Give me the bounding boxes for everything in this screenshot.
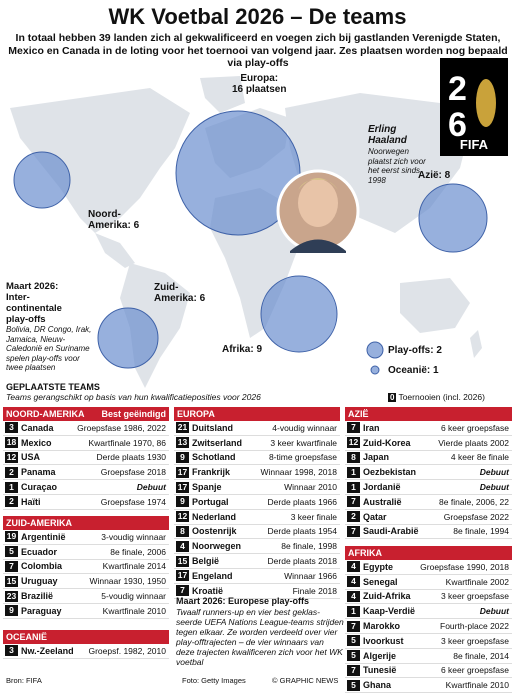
team-row xyxy=(174,510,340,525)
team-name: Ivoorkust xyxy=(363,635,404,646)
team-row xyxy=(3,436,169,451)
best-result: Derde plaats 2018 xyxy=(267,556,337,567)
section-heading: GEPLAATSTE TEAMS xyxy=(6,382,100,392)
africa-label: Afrika: 9 xyxy=(222,344,263,355)
best-result: Fourth-place 2022 xyxy=(440,621,509,632)
section-subheading: Teams gerangschikt op basis van hun kwalificatieposities voor 2026 xyxy=(6,392,261,402)
tournament-count-badge: 1 xyxy=(347,467,360,478)
tournament-count-badge: 12 xyxy=(177,511,188,522)
team-name: Saudi-Arabië xyxy=(363,526,419,537)
fifa-logo xyxy=(440,58,508,156)
best-result: Finale 2018 xyxy=(292,585,337,596)
team-row xyxy=(345,495,512,510)
tournament-count-badge: 5 xyxy=(347,635,360,646)
europe-table xyxy=(174,407,340,599)
photo-credit: Foto: Getty Images xyxy=(182,676,246,685)
tournament-count-badge: 4 xyxy=(347,576,360,587)
svg-text:6: 6 xyxy=(448,106,467,138)
best-result: Kwartfinale 1970, 86 xyxy=(88,437,166,448)
asia-table xyxy=(345,407,512,539)
playoffs-legend-bubble xyxy=(367,342,383,358)
team-row xyxy=(3,421,169,436)
team-row xyxy=(3,480,169,495)
tournament-count-badge: 1 xyxy=(5,482,18,493)
africa-bubble xyxy=(261,276,337,352)
tournament-count-badge: 8 xyxy=(347,452,360,463)
best-result: 3 keer kwartfinale xyxy=(270,437,337,448)
tournament-count-badge: 1 xyxy=(347,606,360,617)
best-result: 8e finale, 2006 xyxy=(110,546,166,557)
tournament-legend-badge: 0 xyxy=(390,393,395,402)
tournament-count-badge: 5 xyxy=(347,650,360,661)
intercontinental-playoff-text: Bolivia, DR Congo, Irak, Jamaica, Nieuw-Caledonië en Suriname spelen play-offs voor twee plaatsen xyxy=(6,325,92,372)
tournament-count-badge: 4 xyxy=(347,591,360,602)
best-result: Groepsf. 1982, 2010 xyxy=(88,645,166,656)
team-row xyxy=(345,649,512,664)
intercontinental-playoff-title: Maart 2026: Inter- continentale play-offs xyxy=(6,281,62,325)
best-result: Derde plaats 1954 xyxy=(267,526,337,537)
legend-playoffs: Play-offs: 2 xyxy=(388,345,442,356)
best-result: Winnaar 1966 xyxy=(284,570,337,581)
europe-header: EUROPA xyxy=(174,407,340,421)
tournament-count-badge: 9 xyxy=(176,496,189,507)
best-result: 6 keer groepsfase xyxy=(440,422,509,433)
best-result: 3 keer finale xyxy=(290,511,337,522)
team-row xyxy=(345,465,512,480)
team-name: Paraguay xyxy=(21,605,62,616)
intro-text: In totaal hebben 39 landen zich al gekwalificeerd en voegen zich bij gastlanden Verenigde Staten, Mexico en Canada in de loting voor het toernooi van volgend jaar. Zes plaatsen worden nog bepaald via play-offs xyxy=(8,32,508,69)
team-row xyxy=(3,644,169,659)
oceania-header: OCEANIË xyxy=(3,630,169,644)
best-result: 8e finale, 1994 xyxy=(453,526,509,537)
team-row xyxy=(3,495,169,510)
team-name: Frankrijk xyxy=(192,467,231,478)
tournament-count-badge: 4 xyxy=(347,561,360,572)
team-name: Brazilië xyxy=(21,591,54,602)
tournament-count-badge: 2 xyxy=(347,511,360,522)
team-row xyxy=(345,634,512,649)
page-title: WK Voetbal 2026 – De teams xyxy=(108,4,407,29)
best-result: 5-voudig winnaar xyxy=(101,591,166,602)
best-result: 3 keer groepsfase xyxy=(440,635,509,646)
best-result: Winnaar 1930, 1950 xyxy=(89,576,166,587)
best-result: Derde plaats 1966 xyxy=(267,496,337,507)
tournament-count-badge: 12 xyxy=(348,437,359,448)
tournament-count-badge: 7 xyxy=(5,561,18,572)
team-row xyxy=(174,539,340,554)
team-name: Iran xyxy=(363,422,380,433)
europe-label: Europa: 16 plaatsen xyxy=(232,73,287,95)
team-name: Portugal xyxy=(192,496,229,507)
tournament-count-badge: 15 xyxy=(6,575,17,586)
team-row xyxy=(3,560,169,575)
best-result: Groepsfase 1986, 2022 xyxy=(77,422,166,433)
team-row xyxy=(3,451,169,466)
best-result: Kwartfinale 2014 xyxy=(102,561,166,572)
asia-bubble xyxy=(419,184,487,252)
team-name: Algerije xyxy=(363,650,397,661)
team-row xyxy=(3,604,169,619)
team-row xyxy=(174,421,340,436)
tournament-count-badge: 12 xyxy=(6,451,17,462)
tournament-count-badge: 4 xyxy=(176,541,189,552)
tournament-count-badge: 19 xyxy=(6,531,17,542)
team-name: Zuid-Afrika xyxy=(363,591,411,602)
tournament-count-badge: 8 xyxy=(176,526,189,537)
tournament-count-badge: 2 xyxy=(5,496,18,507)
tournament-count-badge: 7 xyxy=(176,585,189,596)
tournament-count-badge: 15 xyxy=(177,555,188,566)
tournament-count-badge: 5 xyxy=(347,680,360,691)
africa-table xyxy=(345,546,512,693)
team-name: Marokko xyxy=(363,621,401,632)
team-row xyxy=(345,560,512,575)
team-row xyxy=(3,530,169,545)
tournament-count-badge: 21 xyxy=(177,422,188,433)
team-name: USA xyxy=(21,452,41,463)
team-name: Curaçao xyxy=(21,482,58,493)
team-name: Zuid-Korea xyxy=(363,437,411,448)
best-result: 8e finale, 2006, 22 xyxy=(439,496,509,507)
team-row xyxy=(174,436,340,451)
team-row xyxy=(174,569,340,584)
team-row xyxy=(174,495,340,510)
team-row xyxy=(345,575,512,590)
asia-label: Azië: 8 xyxy=(418,170,451,181)
north-america-label: Noord- Amerika: 6 xyxy=(88,209,140,231)
best-result: 6 keer groepsfase xyxy=(440,665,509,676)
tournament-count-badge: 17 xyxy=(177,481,188,492)
best-result: 4-voudig winnaar xyxy=(272,422,337,433)
north-america-bubble xyxy=(14,152,70,208)
team-name: Duitsland xyxy=(192,422,234,433)
south-america-table xyxy=(3,516,169,619)
best-result: Kwartfinale 2010 xyxy=(445,680,509,691)
team-row xyxy=(3,545,169,560)
team-name: Oostenrijk xyxy=(192,526,237,537)
team-name: Ghana xyxy=(363,680,392,691)
africa-header: AFRIKA xyxy=(345,546,512,560)
copyright: © GRAPHIC NEWS xyxy=(272,676,339,685)
team-row xyxy=(345,664,512,679)
europe-playoff-title: Maart 2026: Europese play-offs xyxy=(176,596,310,606)
team-name: Egypte xyxy=(363,561,394,572)
best-result: Kwartfinale 2010 xyxy=(102,605,166,616)
best-result: 3-voudig winnaar xyxy=(101,531,166,542)
fifa-logo-text: FIFA xyxy=(459,137,489,152)
best-result: Debuut xyxy=(136,482,166,493)
tournament-count-badge: 2 xyxy=(5,467,18,478)
north-america-header: NOORD-AMERIKA Best geëindigd xyxy=(3,407,169,421)
team-row xyxy=(3,574,169,589)
team-row xyxy=(174,525,340,540)
north-america-table xyxy=(3,407,169,510)
team-name: Colombia xyxy=(21,561,63,572)
team-name: Schotland xyxy=(192,452,236,463)
team-name: Argentinië xyxy=(21,531,66,542)
best-result: 8e finale, 1998 xyxy=(281,541,337,552)
tournament-count-badge: 7 xyxy=(347,496,360,507)
best-result: Winnaar 1998, 2018 xyxy=(260,467,337,478)
team-name: België xyxy=(192,556,220,567)
player-caption: Noorwegen plaatst zich voor het eerst sinds 1998 xyxy=(368,147,426,185)
player-name: Erling Haaland xyxy=(368,124,407,146)
team-name: Haïti xyxy=(21,496,41,507)
tournament-count-badge: 5 xyxy=(5,546,18,557)
best-result: Debuut xyxy=(479,482,509,493)
best-result: Derde plaats 1930 xyxy=(96,452,166,463)
team-name: Kaap-Verdië xyxy=(363,606,416,617)
team-row xyxy=(345,451,512,466)
tournament-count-badge: 3 xyxy=(5,422,18,433)
team-name: Panama xyxy=(21,467,56,478)
legend-oceania: Oceanië: 1 xyxy=(388,365,439,376)
tournament-count-badge: 18 xyxy=(6,437,17,448)
team-name: Oezbekistan xyxy=(363,467,417,478)
best-result: Groepsfase 2022 xyxy=(443,511,509,522)
europe-playoff-text: Twaalf runners-up en vier best geklas-seerde UEFA Nations League-teams strijden tegen elkaar. Ze worden verdeeld over vier play-offtrajecten – de vier winnaars van deze trajecten kwalificeren zich voor het WK voetbal xyxy=(176,607,344,667)
tournament-count-badge: 23 xyxy=(6,590,17,601)
tournament-count-badge: 3 xyxy=(5,645,18,656)
team-name: Zwitserland xyxy=(192,437,243,448)
best-result: Groepsfase 1990, 2018 xyxy=(420,561,509,572)
team-name: Ecuador xyxy=(21,546,58,557)
team-row xyxy=(345,421,512,436)
team-row xyxy=(3,465,169,480)
team-name: Uruguay xyxy=(21,576,58,587)
best-result: Winnaar 2010 xyxy=(284,482,337,493)
team-name: Senegal xyxy=(363,576,398,587)
team-row xyxy=(345,510,512,525)
best-result: Vierde plaats 2002 xyxy=(438,437,509,448)
best-result: Debuut xyxy=(479,467,509,478)
best-result: 4 keer 8e finale xyxy=(450,452,509,463)
team-name: Nederland xyxy=(192,511,237,522)
team-name: Mexico xyxy=(21,437,52,448)
team-row xyxy=(345,619,512,634)
tournament-count-badge: 7 xyxy=(347,621,360,632)
tournament-count-badge: 13 xyxy=(177,437,188,448)
tournament-count-badge: 7 xyxy=(347,526,360,537)
team-name: Engeland xyxy=(192,570,233,581)
team-name: Kroatië xyxy=(192,585,224,596)
team-name: Japan xyxy=(363,452,390,463)
best-result: 8e finale, 2014 xyxy=(453,650,509,661)
team-name: Tunesië xyxy=(363,665,397,676)
best-result: Groepsfase 2018 xyxy=(100,467,166,478)
source-credit: Bron: FIFA xyxy=(6,676,42,685)
best-result: Kwartfinale 2002 xyxy=(445,576,509,587)
tournament-count-badge: 17 xyxy=(177,466,188,477)
team-name: Jordanië xyxy=(363,482,401,493)
team-name: Canada xyxy=(21,422,54,433)
tournament-legend xyxy=(388,392,485,402)
team-row xyxy=(174,554,340,569)
oceania-table xyxy=(3,630,169,659)
asia-header: AZIË xyxy=(345,407,512,421)
team-row xyxy=(345,590,512,605)
tournament-count-badge: 9 xyxy=(5,605,18,616)
team-row xyxy=(345,480,512,495)
tournament-count-badge: 7 xyxy=(347,665,360,676)
tournament-count-badge: 7 xyxy=(347,422,360,433)
team-name: Australië xyxy=(363,496,402,507)
team-row xyxy=(345,436,512,451)
team-name: Nw.-Zeeland xyxy=(21,645,74,656)
best-result: 3 keer groepsfase xyxy=(440,591,509,602)
svg-text:2: 2 xyxy=(448,70,467,108)
team-name: Noorwegen xyxy=(192,541,242,552)
team-name: Qatar xyxy=(363,511,387,522)
team-row xyxy=(345,525,512,540)
team-row xyxy=(345,678,512,693)
team-row xyxy=(174,465,340,480)
best-result: 8-time groepsfase xyxy=(268,452,337,463)
team-row xyxy=(345,604,512,619)
tournament-count-badge: 17 xyxy=(177,570,188,581)
best-result: Groepsfase 1974 xyxy=(100,496,166,507)
south-america-label: Zuid- Amerika: 6 xyxy=(154,282,206,304)
oceania-legend-bubble xyxy=(371,366,379,374)
south-america-bubble xyxy=(98,308,158,368)
team-row xyxy=(174,480,340,495)
team-name: Spanje xyxy=(192,482,222,493)
tournament-legend-text: Toernooien (incl. 2026) xyxy=(398,392,485,402)
best-result: Debuut xyxy=(479,606,509,617)
tournament-count-badge: 1 xyxy=(347,482,360,493)
tournament-count-badge: 9 xyxy=(176,452,189,463)
team-row xyxy=(3,589,169,604)
team-row xyxy=(174,451,340,466)
south-america-header: ZUID-AMERIKA xyxy=(3,516,169,530)
